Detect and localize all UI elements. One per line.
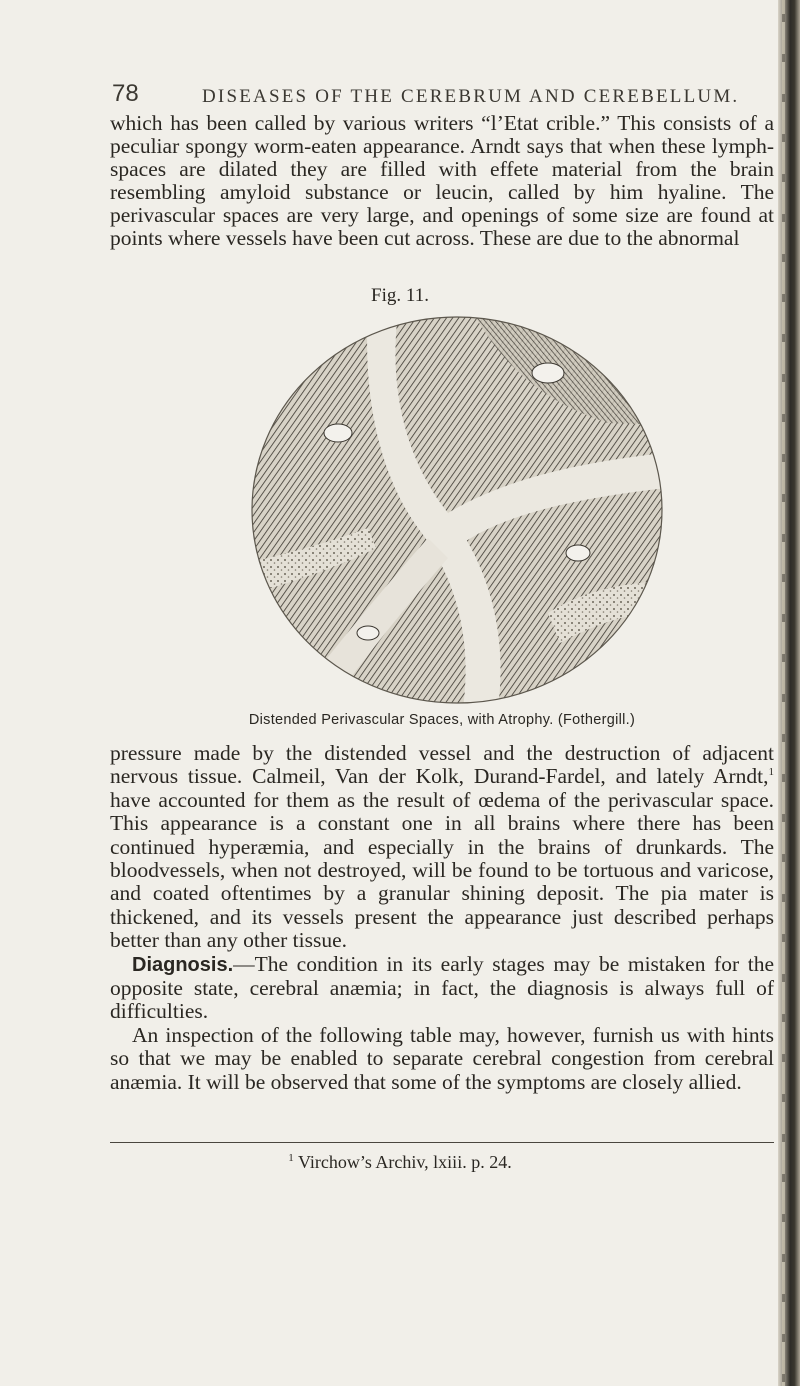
- page-number: 78: [112, 80, 139, 107]
- running-title: DISEASES OF THE CEREBRUM AND CEREBELLUM.: [202, 86, 740, 107]
- paragraph-pressure-text: pressure made by the distended vessel and the destruction of adjacent nervous tissue. Calmeil, Van der Kolk, Durand-Fardel, and lately Arndt,: [110, 741, 774, 789]
- footnote-reference: 1: [768, 766, 774, 779]
- paragraph-diagnosis: [110, 953, 774, 1024]
- footnote: [0, 1152, 800, 1173]
- footnote-divider: [110, 1142, 774, 1143]
- footnote-mark: 1: [288, 1152, 294, 1164]
- figure-illustration: [248, 313, 666, 708]
- body-text: [110, 742, 774, 1094]
- page-header: [112, 80, 752, 112]
- paragraph-table-intro: An inspection of the following table may, however, furnish us with hints so that we may be enabled to separate cerebral congestion from cerebral anæmia. It will be observed that some of the symptoms are closely allied.: [110, 1022, 774, 1094]
- footnote-text: Virchow’s Archiv, lxiii. p. 24.: [293, 1152, 512, 1172]
- figure-label: Fig. 11.: [371, 285, 429, 306]
- figure-caption: Distended Perivascular Spaces, with Atrophy. (Fothergill.): [248, 712, 636, 728]
- paragraph-pressure-continuation: have accounted for them as the result of œdema of the perivascular space. This appearance is a constant one in all brains where there has been continued hyperæmia, and especially in the brains of drunkards. The bloodvessels, when not destroyed, will be found to be tortuous and varicose, and coated oftentimes by a granular shining deposit. The pia mater is thickened, and its vessels present the appearance just described perhaps better than any other tissue.: [110, 787, 774, 953]
- book-binding-edge: [778, 0, 800, 1386]
- opening-paragraph: which has been called by various writers “l’Etat crible.” This consists of a peculiar spongy worm-eaten appearance. Arndt says that when these lymph-spaces are dilated they are filled with effete material from the brain resembling amyloid substance or leucin, called by him hyaline. The perivascular spaces are very large, and openings of some size are found at points where vessels have been cut across. These are due to the abnormal: [110, 111, 774, 250]
- diagnosis-text: —The condition in its early stages may be mistaken for the opposite state, cerebral anæmia; in fact, the diagnosis is always full of difficulties.: [110, 951, 774, 1024]
- diagnosis-heading: Diagnosis.: [132, 953, 234, 976]
- paragraph-pressure: [110, 742, 774, 953]
